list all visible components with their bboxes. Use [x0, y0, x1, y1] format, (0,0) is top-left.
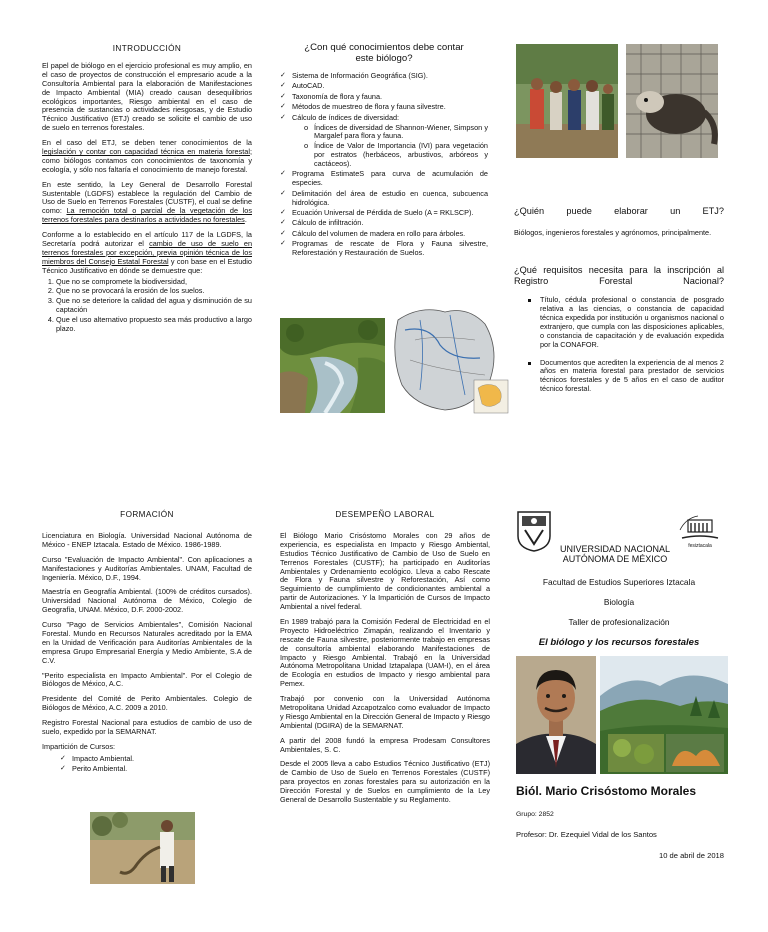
knowledge-title: ¿Con qué conocimientos debe contar este biólogo? — [304, 42, 464, 65]
list-item: ✓ Cálculo de infiltración. — [280, 219, 488, 228]
who-title: ¿Quién puede elaborar un ETJ? — [514, 206, 724, 216]
faculty-name: Facultad de Estudios Superiores Iztacala — [542, 577, 696, 587]
knowledge-list — [280, 72, 488, 258]
list-item: ✓ Impacto Ambiental. — [60, 755, 252, 764]
list-item: ✓ Ecuación Universal de Pérdida de Suelo (A = RKLSCP). — [280, 209, 488, 218]
unam-logo — [516, 510, 552, 552]
list-item: ✓ Programas de rescate de Flora y Fauna silvestre, Reforestación y Restauración de Suelos. — [280, 240, 488, 258]
list-item: 4. Que el uso alternativo propuesto sea más productivo a largo plazo. — [56, 316, 252, 334]
fes-iztacala-logo — [678, 514, 722, 554]
work-section — [280, 510, 490, 811]
list-item: ✓ Cálculo del volumen de madera en rollo para árboles. — [280, 230, 488, 239]
university-line-2: AUTÓNOMA DE MÉXICO — [562, 554, 668, 565]
formation-paragraph: Licenciatura en Biología. Universidad Nacional Autónoma de México - ENEP Iztacala. Estado de México. 1986-1989. — [42, 531, 252, 549]
group-label: Grupo: 2852 — [516, 811, 554, 818]
intro-conditions-list — [42, 278, 252, 334]
career-name: Biología — [603, 597, 635, 607]
forest-landscape-collage — [600, 656, 728, 774]
list-item: 1. Que no se compromete la biodiversidad, — [56, 278, 252, 287]
formation-paragraph: Curso "Pago de Servicios Ambientales", Comisión Nacional Forestal. Mundo en Recursos Naturales acreditado por la EMA en la Unidad de Verificación para Auditorías Ambientales de la empresa Grupo Empresarial Energía y Medio Ambiente, S.A de C.V. — [42, 620, 252, 665]
river-landscape-photo — [280, 318, 385, 413]
list-item: ✓ Cálculo de índices de diversidad: o Índices de diversidad de Shannon-Wiener, Simpson y Margalef para flora y fauna. o Índice de Valor de Importancia (IVI) para vegetación por estratos (herbáceos, arbustivos, arbóreos y cactáceos). — [280, 114, 488, 169]
intro-paragraph-3: En este sentido, la Ley General de Desarrollo Forestal Sustentable (LGDFS) establece la regulación del Cambio de Uso de Suelo en Terrenos Forestales (CUSTF), el cual se define como: La remoción total o parcial de la vegetación de los terrenos forestales para destinarlos a actividades no forestales. — [42, 179, 252, 225]
who-section — [514, 206, 724, 243]
intro-paragraph-4: Conforme a lo establecido en el artículo 117 de la LGDFS, la Secretaría podrá autorizar el cambio de uso de suelo en terrenos forestales por excepción, previa opinión técnica de los miembros del Consejo Estatal Forestal y con base en el Estudio Técnico Justificativo en dónde se demuestre que: — [42, 230, 252, 275]
formation-paragraph: Curso "Evaluación de Impacto Ambiental". Con aplicaciones a Manifestaciones y Auditorías Ambientales. UNAM, Facultad de Ingeniería. México, D.F., 1994. — [42, 554, 252, 582]
professor-label: Profesor: Dr. Ezequiel Vidal de los Santos — [516, 830, 657, 839]
fes-logo-text: fesiztacala — [688, 543, 712, 549]
formation-title: FORMACIÓN — [120, 510, 174, 519]
list-item: ✓ Métodos de muestreo de flora y fauna silvestre. — [280, 103, 488, 112]
list-item: ✓ Taxonomía de flora y fauna. — [280, 93, 488, 102]
knowledge-section — [280, 42, 488, 259]
workshop-name: Taller de profesionalización — [568, 617, 670, 627]
work-title: DESEMPEÑO LABORAL — [335, 510, 435, 519]
date-label: 10 de abril de 2018 — [658, 851, 724, 860]
list-item: 2. Que no se provocará la erosión de los suelos. — [56, 287, 252, 296]
list-item: Documentos que acrediten la experiencia de al menos 2 años en materia forestal para prestador de servicios técnicos forestales y de 5 años en el caso de auditor técnico forestal. — [528, 359, 724, 395]
portrait-photo — [516, 656, 596, 774]
work-paragraph: Desde el 2005 lleva a cabo Estudios Técnico Justificativo (ETJ) de Cambio de Uso de Suelo en Terrenos Forestales (CUSTF) para proyectos en zonas forestales para su autorización en la Dirección Forestal y de Suelos en cumplimiento de la Ley General de Desarrollo Sustentable y su Reglamento. — [280, 759, 490, 805]
intro-section — [42, 44, 252, 335]
intro-paragraph-2: En el caso del ETJ, se deben tener conocimientos de la legislación y contar con capacidad técnica en materia forestal; como biólogos contamos con conocimientos de taxonomía y ecología, y sólo nos faltaría el conocimiento de manejo forestal. — [42, 138, 252, 174]
coati-in-cage-photo — [626, 44, 718, 158]
requirements-section — [514, 265, 724, 403]
formation-section — [42, 510, 252, 776]
formation-paragraph: Presidente del Comité de Perito Ambientales. Colegio de Biólogos de México, A.C. 2009 a 2010. — [42, 694, 252, 713]
list-item: 3. Que no se deteriore la calidad del agua y disminución de su captación — [56, 297, 252, 315]
university-name — [550, 544, 680, 565]
list-item: ✓ Perito Ambiental. — [60, 765, 252, 774]
formation-paragraph: Maestría en Geografía Ambiental. (100% de créditos cursados). Universidad Nacional Autónoma de México, Colegio de Geografía, UNAM. México, D.F. 2000-2002. — [42, 587, 252, 615]
list-item: ✓ Delimitación del área de estudio en cuenca, subcuenca hidrológica. — [280, 190, 488, 208]
work-paragraph: A partir del 2008 fundó la empresa Prodesam Consultores Ambientales, S. C. — [280, 735, 490, 754]
author-name: Biól. Mario Crisóstomo Morales — [516, 784, 697, 798]
list-item: ✓ Sistema de Información Geográfica (SIG). — [280, 72, 488, 81]
formation-paragraph: Registro Forestal Nacional para estudios de cambio de uso de suelo, expedido por la SEMARNAT. — [42, 718, 252, 737]
cover-subtitle: El biólogo y los recursos forestales — [538, 637, 700, 648]
university-line-1: UNIVERSIDAD NACIONAL — [559, 544, 671, 554]
list-item: ✓ AutoCAD. — [280, 82, 488, 91]
snake-handling-photo — [90, 812, 195, 884]
courses-list — [42, 755, 252, 774]
list-item: ✓ Programa EstimateS para curva de acumulación de especies. — [280, 170, 488, 188]
who-text: Biólogos, ingenieros forestales y agrónomos, principalmente. — [514, 227, 712, 237]
list-item: Título, cédula profesional o constancia de posgrado relativa a las ciencias, o constancia de capacidad técnica expedida por institución u organismos nacional o extranjero, que cumpla con las disposiciones aplicables, o constancia de capacitación y de evaluación expedida por la CONAFOR. — [528, 296, 724, 349]
list-item: o Índices de diversidad de Shannon-Wiener, Simpson y Margalef para flora y fauna. — [304, 124, 488, 142]
requirements-title: ¿Qué requisitos necesita para la inscripción al Registro Forestal Nacional? — [514, 265, 724, 286]
field-team-photo — [516, 44, 618, 158]
watershed-map-image — [390, 300, 510, 415]
intro-paragraph-1: El papel de biólogo en el ejercicio profesional es muy amplio, en el caso de proyectos de construcción el empresario acude a la Consultoría Ambiental para la elaboración de Manifestaciones de Impacto Ambiental (MIA) creado causan desequilibrios ecológicos importantes, Riesgo ambiental en el caso de presencia de sustancias o actividades riesgosas, y de Estudio Técnico Justificativo (ETJ) creado se solicite el cambio de uso de suelo en terrenos forestales. — [42, 61, 252, 133]
list-item: o Índice de Valor de Importancia (IVI) para vegetación por estratos (herbáceos, arbustivos, arbóreos y cactáceos). — [304, 142, 488, 169]
requirements-list — [514, 296, 724, 394]
formation-paragraph: Impartición de Cursos: — [42, 741, 115, 751]
intro-title: INTRODUCCIÓN — [112, 44, 182, 53]
diversity-sublist — [280, 124, 488, 169]
work-paragraph: El Biólogo Mario Crisóstomo Morales con 29 años de experiencia, es especialista en Impacto y Riesgo Ambiental, Estudios Técnico Justificativo de Cambio de Uso de Suelo en Terrenos Forestales (CUSTF); ha participado en Auditorías Ambientales y Ordenamiento ecológico. Lleva a cabo Rescate de Flora y Fauna silvestre y Reforestación, Así como Seguimiento de cumplimiento de condicionantes ambiental a partir de Autorizaciones. Y la Impartición de Cursos de Impacto Ambiental a nivel federal. — [280, 531, 490, 612]
work-paragraph: En 1989 trabajó para la Comisión Federal de Electricidad en el Proyecto Hidroeléctrico Zimapán, realizando el Inventario y rescate de Fauna silvestre, posteriormente trabajo en empresas de consultoría ambiental elaborando Manifestaciones de Impacto y Riesgo Ambiental. Trabajó en la Universidad Autónoma Metropolitana Unidad Iztapalapa (UAM-I), en el área de Ecología en estudios de Impacto y riesgo ambiental para Pemex. — [280, 617, 490, 689]
formation-paragraph: "Perito especialista en Impacto Ambiental". Por el Colegio de Biólogos de México, A.C. — [42, 670, 252, 689]
work-paragraph: Trabajó por convenio con la Universidad Autónoma Metropolitana Unidad Azcapotzalco como evaluador de Impacto y Riesgo Ambiental en la Dirección General de Impacto y Riesgo Ambiental (DGIRA) de la SEMARNAT. — [280, 694, 490, 730]
